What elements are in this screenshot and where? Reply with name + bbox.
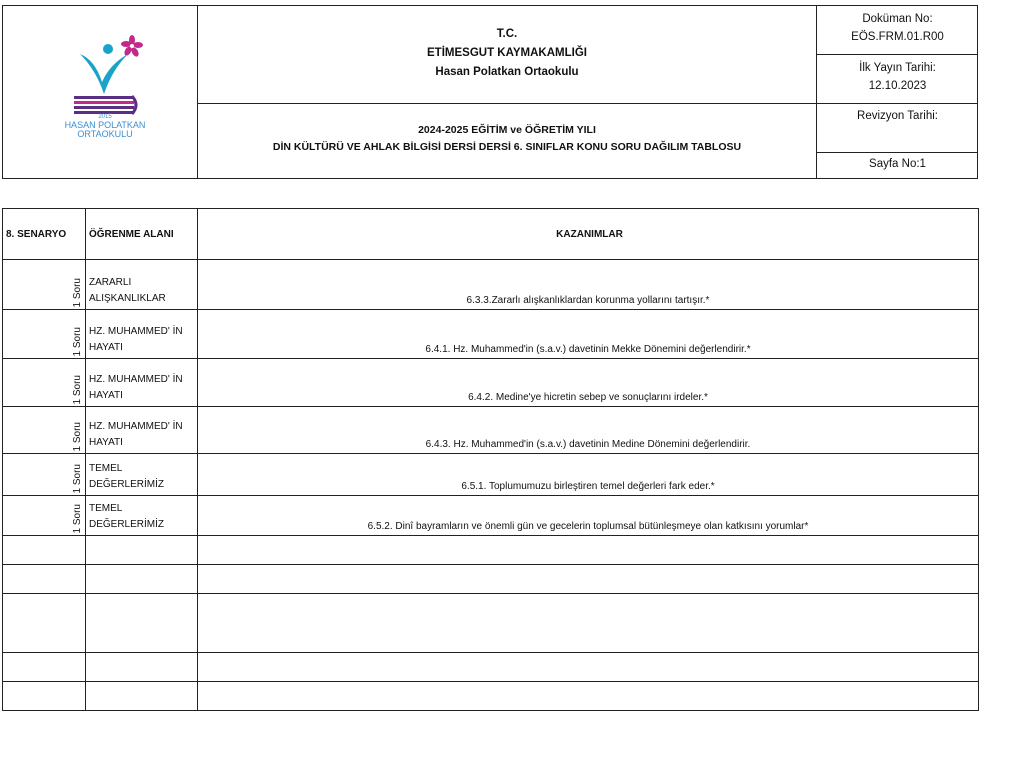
institution-line-3: Hasan Polatkan Ortaokulu [435,66,579,78]
institution-line-1: T.C. [496,28,518,40]
header-divider-title [197,103,817,104]
logo-year: 2015 [98,114,112,120]
school-logo-graphic [40,30,170,120]
meta-divider-1 [816,54,978,55]
learning-area: HZ. MUHAMMED' İN HAYATI [86,310,198,359]
learning-area: TEMEL DEĞERLERİMİZ [86,454,198,496]
question-count-cell [3,496,86,536]
question-count: 1 Soru [72,326,83,356]
logo-school-name-2: ORTAOKULU [77,129,133,139]
header-learning-area: ÖĞRENME ALANI [86,209,198,260]
learning-area: ZARARLI ALIŞKANLIKLAR [86,260,198,310]
outcome: 6.4.2. Medine'ye hicretin sebep ve sonuçlarını irdeler.* [198,359,979,407]
header-scenario: 8. SENARYO [3,209,86,260]
table-row [3,496,979,536]
outcome: 6.4.3. Hz. Muhammed'in (s.a.v.) davetinin Medine Dönemini değerlendirir. [198,407,979,454]
question-distribution-table [2,208,979,711]
table-row [3,359,979,407]
question-count: 1 Soru [72,374,83,404]
doc-no-value: EÖS.FRM.01.R00 [851,31,944,43]
empty-row [3,594,979,653]
outcome: 6.5.1. Toplumumuzu birleştiren temel değerleri fark eder.* [198,454,979,496]
learning-area: HZ. MUHAMMED' İN HAYATI [86,359,198,407]
empty-row [3,653,979,682]
outcome: 6.4.1. Hz. Muhammed'in (s.a.v.) davetinin Mekke Dönemini değerlendirir.* [198,310,979,359]
question-count-cell [3,260,86,310]
page-number: Sayfa No:1 [869,158,926,170]
first-pub-label: İlk Yayın Tarihi: [859,62,936,74]
table-title: DİN KÜLTÜRÜ VE AHLAK BİLGİSİ DERSİ DERSİ 6. SINIFLAR KONU SORU DAĞILIM TABLOSU [272,141,742,153]
figure-head-icon [103,44,113,54]
learning-area: HZ. MUHAMMED' İN HAYATI [86,407,198,454]
question-count: 1 Soru [72,277,83,307]
flower-icon [121,35,143,58]
question-count-cell [3,407,86,454]
header-outcomes: KAZANIMLAR [198,209,979,260]
meta-divider-3 [816,152,978,153]
table-row [3,454,979,496]
table-row [3,260,979,310]
empty-row [3,536,979,565]
table-row [3,310,979,359]
empty-row [3,565,979,594]
school-logo [40,30,170,142]
meta-divider-2 [816,103,978,104]
question-count-cell [3,454,86,496]
question-count-cell [3,310,86,359]
figure-body-icon [80,54,128,94]
question-count-cell [3,359,86,407]
outcome: 6.3.3.Zararlı alışkanlıklardan korunma yollarını tartışır.* [198,260,979,310]
academic-year-title: 2024-2025 EĞİTİM ve ÖĞRETİM YILI [418,124,596,136]
outcome: 6.5.2. Dinî bayramların ve önemli gün ve gecelerin toplumsal bütünleşmeye olan katkısını yorumlar* [198,496,979,536]
question-count: 1 Soru [72,463,83,493]
institution-line-2: ETİMESGUT KAYMAKAMLIĞI [427,47,587,59]
table-header-row [3,209,979,260]
first-pub-value: 12.10.2023 [868,80,927,92]
learning-area: TEMEL DEĞERLERİMİZ [86,496,198,536]
question-count: 1 Soru [72,421,83,451]
logo-school-name-1: HASAN POLATKAN [64,120,146,130]
empty-row [3,682,979,711]
table-row [3,407,979,454]
revision-label: Revizyon Tarihi: [857,110,938,122]
doc-no-label: Doküman No: [862,13,933,25]
question-count: 1 Soru [72,503,83,533]
book-icon [74,96,136,114]
